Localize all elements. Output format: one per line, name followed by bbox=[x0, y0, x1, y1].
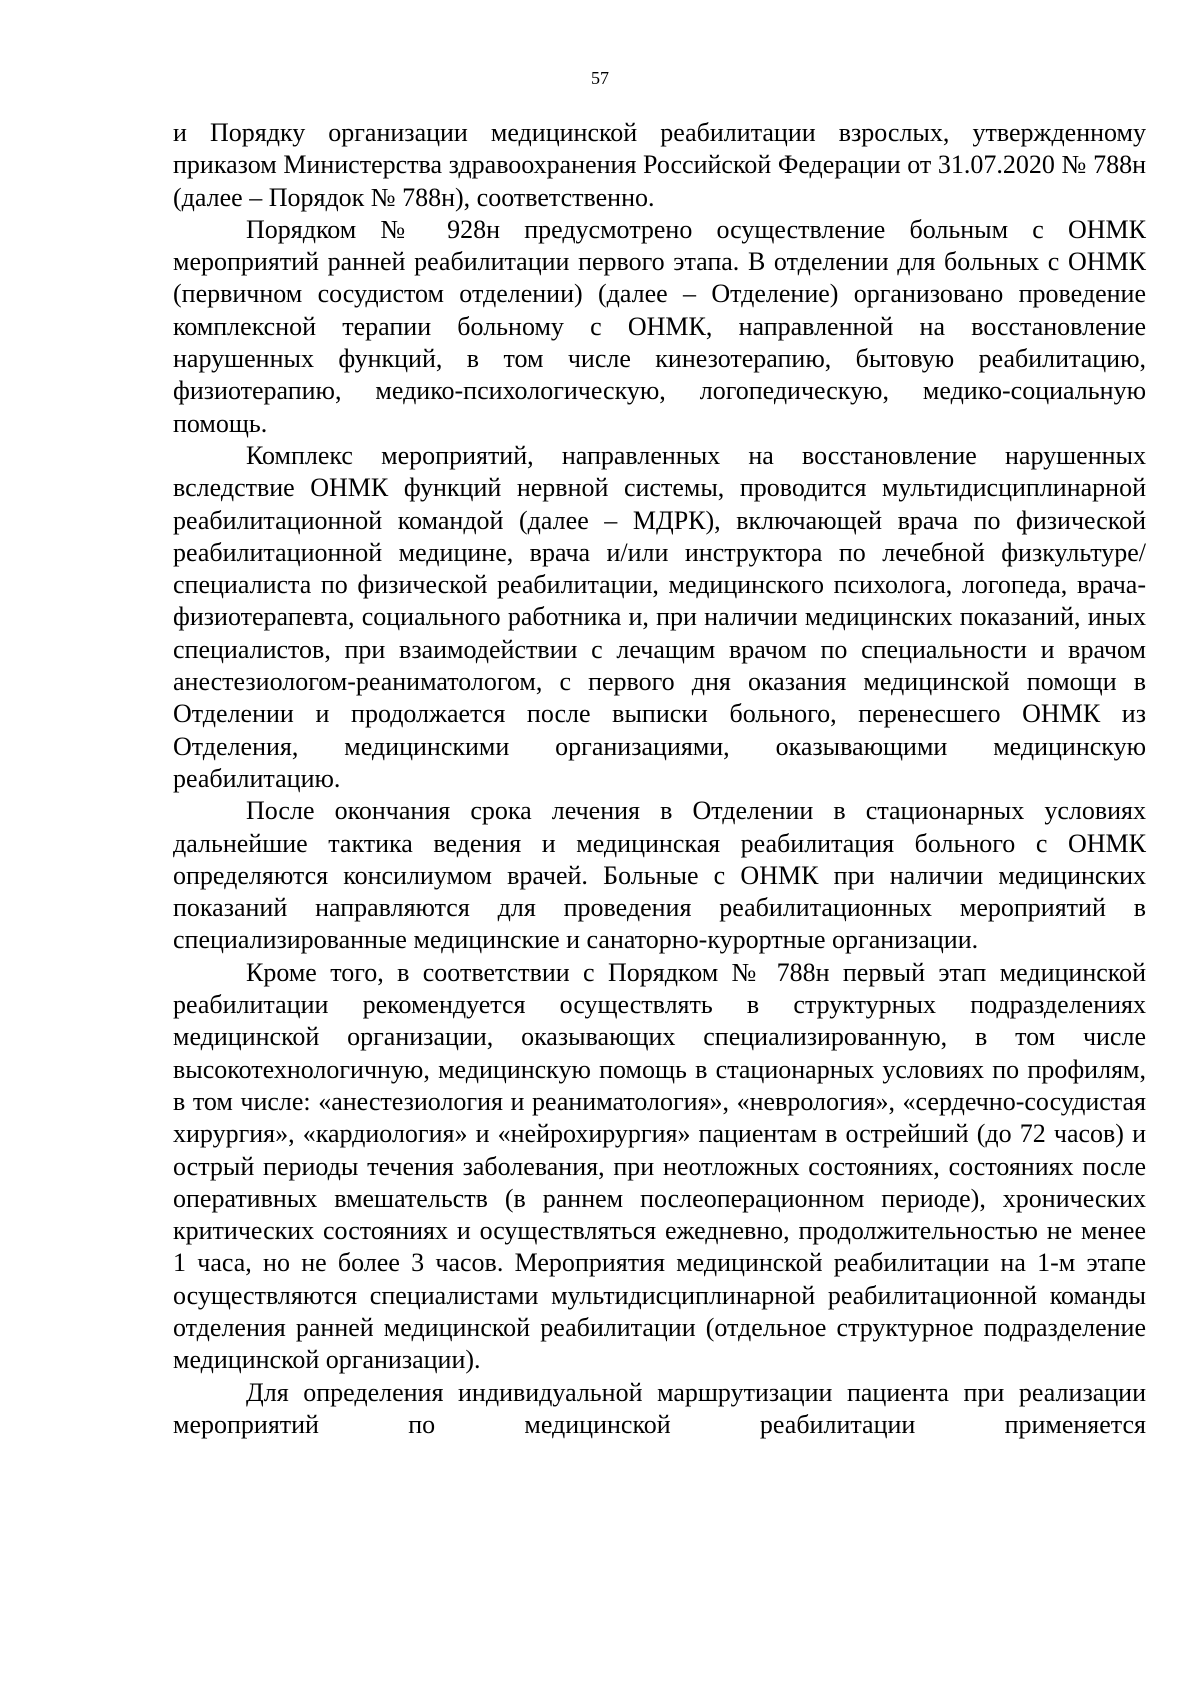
paragraph: После окончания срока лечения в Отделении в стационарных условиях дальнейшие тактика ведения и медицинская реабилитация больного с ОНМК определяются консилиумом врачей. Больные с ОНМК при наличии медицинских показаний направляются для проведения реабилитационных мероприятий в специализированные медицинские и санаторно-курортные организации. bbox=[173, 796, 1146, 955]
paragraph: Комплекс мероприятий, направленных на восстановление нарушенных вследствие ОНМК функций нервной системы, проводится мультидисциплинарной реабилитационной командой (далее – МДРК), включающей врача по физической реабилитационной медицине, врача и/или инструктора по лечебной физкультуре/специалиста по физической реабилитации, медицинского психолога, логопеда, врача-физиотерапевта, социального работника и, при наличии медицинских показаний, иных специалистов, при взаимодействии с лечащим врачом по специальности и врачом анестезиологом-реаниматологом, с первого дня оказания медицинской помощи в Отделении и продолжается после выписки больного, перенесшего ОНМК из Отделения, медицинскими организациями, оказывающими медицинскую реабилитацию. bbox=[173, 440, 1146, 793]
paragraph: Для определения индивидуальной маршрутизации пациента при реализации мероприятий по медицинской реабилитации применяется bbox=[173, 1377, 1146, 1439]
paragraph: Порядком № 928н предусмотрено осуществление больным с ОНМК мероприятий ранней реабилитации первого этапа. В отделении для больных с ОНМК (первичном сосудистом отделении) (далее – Отделение) организовано проведение комплексной терапии больному с ОНМК, направленной на восстановление нарушенных функций, в том числе кинезотерапию, бытовую реабилитацию, физиотерапию, медико-психологическую, логопедическую, медико-социальную помощь. bbox=[173, 214, 1146, 438]
page-number: 57 bbox=[591, 68, 609, 88]
paragraph: и Порядку организации медицинской реабилитации взрослых, утвержденному приказом Министерства здравоохранения Российской Федерации от 31.07.2020 № 788н (далее – Порядок № 788н), соответственно. bbox=[173, 118, 1146, 212]
document-body bbox=[173, 117, 1146, 1441]
paragraph: Кроме того, в соответствии с Порядком № 788н первый этап медицинской реабилитации рекомендуется осуществлять в структурных подразделениях медицинской организации, оказывающих специализированную, в том числе высокотехнологичную, медицинскую помощь в стационарных условиях по профилям, в том числе: «анестезиология и реаниматология», «неврология», «сердечно-сосудистая хирургия», «кардиология» и «нейрохирургия» пациентам в острейший (до 72 часов) и острый периоды течения заболевания, при неотложных состояниях, состояниях после оперативных вмешательств (в раннем послеоперационном периоде), хронических критических состояниях и осуществляться ежедневно, продолжительностью не менее 1 часа, но не более 3 часов. Мероприятия медицинской реабилитации на 1-м этапе осуществляются специалистами мультидисциплинарной реабилитационной команды отделения ранней медицинской реабилитации (отдельное структурное подразделение медицинской организации). bbox=[173, 957, 1146, 1375]
